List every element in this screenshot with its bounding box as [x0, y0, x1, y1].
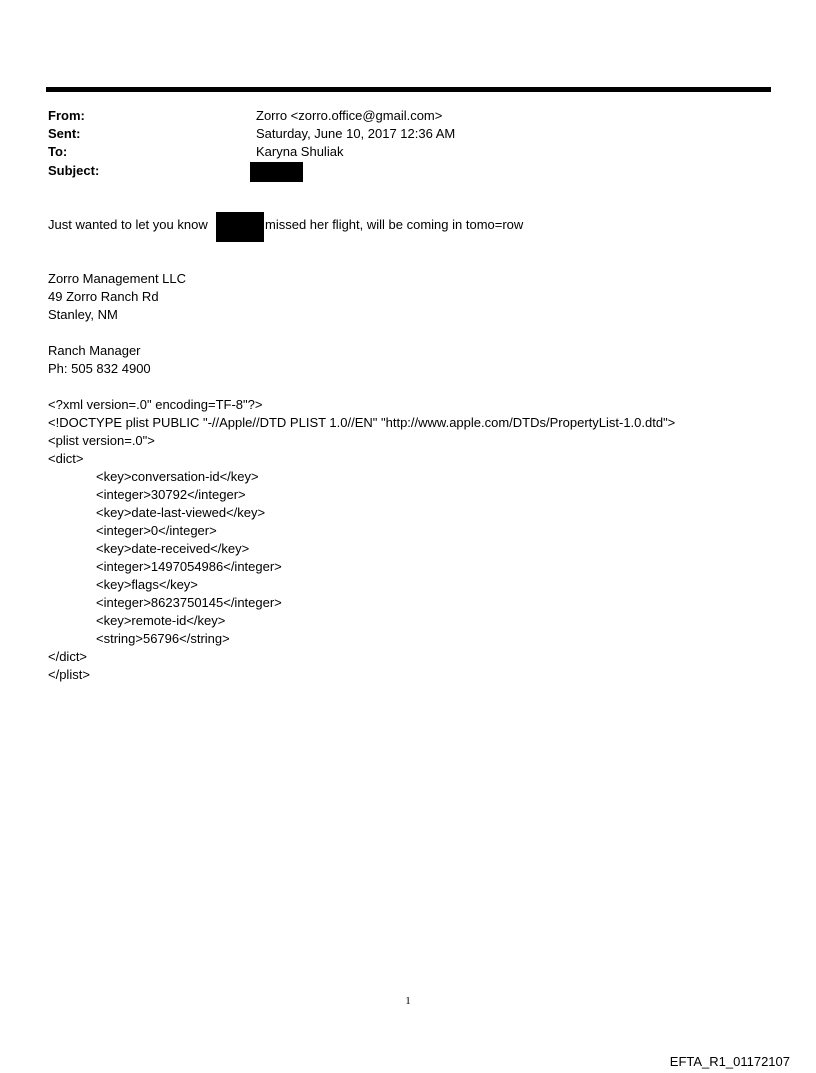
- xml-line: <key>date-received</key>: [96, 541, 250, 556]
- xml-line: <!DOCTYPE plist PUBLIC "-//Apple//DTD PLIST 1.0//EN" "http://www.apple.com/DTDs/PropertyList-1.0.dtd">: [48, 415, 676, 430]
- page-number: 1: [405, 995, 411, 1007]
- xml-line: </plist>: [48, 667, 90, 682]
- subject-redaction: [250, 162, 303, 182]
- message-text-after: missed her flight, will be coming in tomo=row: [265, 217, 524, 232]
- signature-city: Stanley, NM: [48, 307, 118, 322]
- xml-line: <key>date-last-viewed</key>: [96, 505, 266, 520]
- xml-line: <integer>0</integer>: [96, 523, 217, 538]
- xml-line: <integer>1497054986</integer>: [96, 559, 282, 574]
- sent-value: Saturday, June 10, 2017 12:36 AM: [256, 126, 456, 141]
- xml-line: <key>remote-id</key>: [96, 613, 226, 628]
- subject-label: Subject:: [48, 163, 100, 178]
- from-value: Zorro <zorro.office@gmail.com>: [256, 108, 443, 123]
- signature-address: 49 Zorro Ranch Rd: [48, 289, 159, 304]
- xml-line: <key>conversation-id</key>: [96, 469, 259, 484]
- bates-number: EFTA_R1_01172107: [669, 1054, 790, 1069]
- to-label: To:: [48, 144, 68, 159]
- name-redaction: [216, 212, 264, 242]
- signature-company: Zorro Management LLC: [48, 271, 187, 286]
- header-rule: [46, 87, 771, 92]
- xml-line: <plist version=.0">: [48, 433, 155, 448]
- sent-label: Sent:: [48, 126, 81, 141]
- xml-line: <dict>: [48, 451, 84, 466]
- message-line: [48, 216, 208, 234]
- xml-line: <integer>8623750145</integer>: [96, 595, 282, 610]
- xml-line: <key>flags</key>: [96, 577, 198, 592]
- xml-line: <string>56796</string>: [96, 631, 230, 646]
- signature-phone: Ph: 505 832 4900: [48, 361, 151, 376]
- signature-title: Ranch Manager: [48, 343, 141, 358]
- xml-line: </dict>: [48, 649, 88, 664]
- xml-line: <?xml version=.0" encoding=TF-8"?>: [48, 397, 263, 412]
- from-label: From:: [48, 108, 85, 123]
- xml-line: <integer>30792</integer>: [96, 487, 246, 502]
- to-value: Karyna Shuliak: [256, 144, 344, 159]
- message-text-before: Just wanted to let you know: [48, 217, 208, 232]
